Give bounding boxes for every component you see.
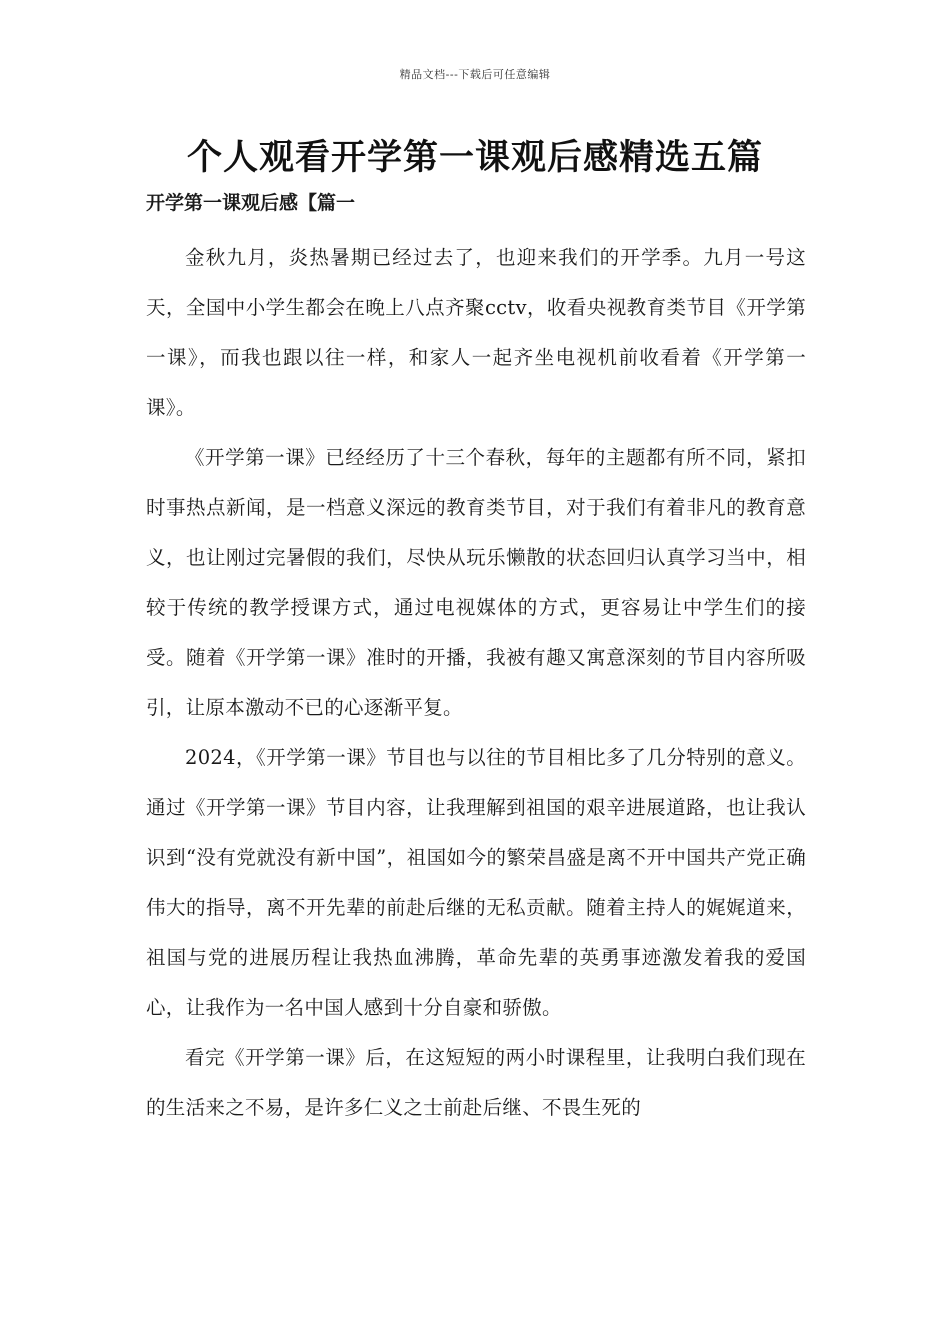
paragraph: 金秋九月，炎热暑期已经过去了，也迎来我们的开学季。九月一号这天，全国中小学生都会在晚上八点齐聚cctv，收看央视教育类节目《开学第一课》，而我也跟以往一样，和家人一起齐坐电视机前收看着《开学第一课》。 xyxy=(146,246,806,419)
page-header: 精品文档---下载后可任意编辑 xyxy=(399,68,551,81)
paragraph: 2024，《开学第一课》节目也与以往的节目相比多了几分特别的意义。通过《开学第一课》节目内容，让我理解到祖国的艰辛进展道路，也让我认识到“没有党就没有新中国”，祖国如今的繁荣昌盛是离不开中国共产党正确伟大的指导，离不开先辈的前赴后继的无私贡献。随着主持人的娓娓道来，祖国与党的进展历程让我热血沸腾，革命先辈的英勇事迹激发着我的爱国心，让我作为一名中国人感到十分自豪和骄傲。 xyxy=(146,746,806,1019)
paragraph: 《开学第一课》已经经历了十三个春秋，每年的主题都有所不同，紧扣时事热点新闻，是一档意义深远的教育类节目，对于我们有着非凡的教育意义，也让刚过完暑假的我们，尽快从玩乐懒散的状态回归认真学习当中，相较于传统的教学授课方式，通过电视媒体的方式，更容易让中学生们的接受。随着《开学第一课》准时的开播，我被有趣又寓意深刻的节目内容所吸引，让原本激动不已的心逐渐平复。 xyxy=(146,446,806,719)
document-title: 个人观看开学第一课观后感精选五篇 xyxy=(186,137,763,178)
document-body xyxy=(146,233,806,1133)
section-heading: 开学第一课观后感【篇一 xyxy=(146,192,356,214)
paragraph: 看完《开学第一课》后，在这短短的两小时课程里，让我明白我们现在的生活来之不易，是许多仁义之士前赴后继、不畏生死的 xyxy=(146,1046,806,1119)
